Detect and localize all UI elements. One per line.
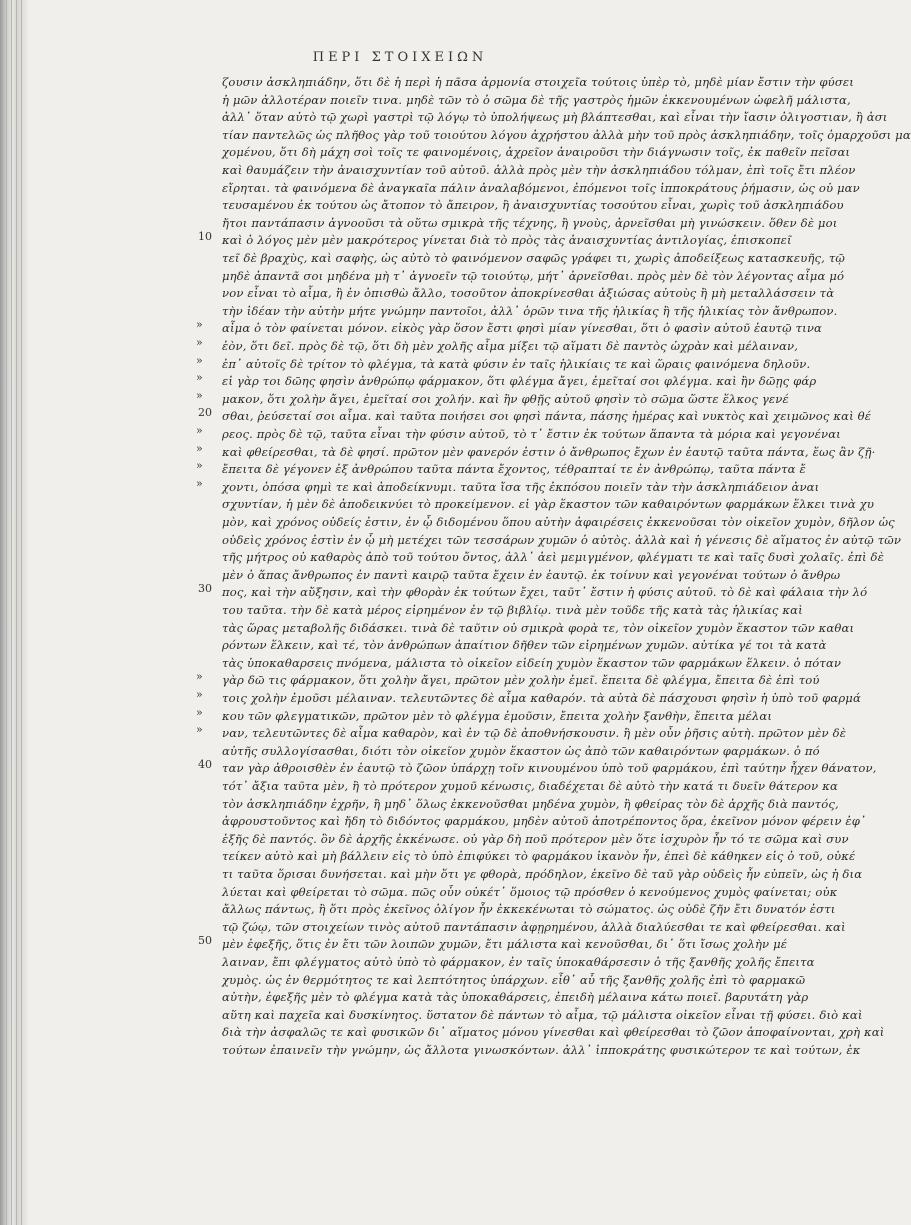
text-line: τῷ ζώῳ, τῶν στοιχείων τινὸς αὐτοῦ παντάπασιν ἀφῃρημένου, ἀλλὰ διαλύεσθαι τε καὶ φθείρεσθαι. καὶ [222, 919, 846, 934]
text-line: ἐπ᾽ αὐτοῖς δὲ τρίτον τὸ φλέγμα, τὰ κατὰ φύσιν ἐν ταῖς ἡλικίαις τε καὶ ὥραις φαινόμενα δηλοῦν. [222, 356, 811, 371]
running-head: ΠΕΡΙ ΣΤΟΙΧΕΙΩΝ [312, 50, 488, 65]
text-line: διὰ τὴν ἀσφαλῶς τε καὶ φυσικῶν δι᾽ αἵματος μόνου γίνεσθαι καὶ φθείρεσθαι τὸ ζῶον ἀποφαίνονται, χρὴ καὶ [222, 1025, 885, 1040]
text-line: του ταῦτα. τὴν δὲ κατὰ μέρος εἰρημένον ἐν τῷ βιβλίῳ. τινὰ μὲν τοῦδε τῆς κατὰ τὰς ἡλικίας καὶ [222, 603, 803, 617]
text-line: ἡ μῶν ἀλλοτέραν ποιεῖν τινα. μηδὲ τῶν τὸ ὁ σῶμα δὲ τῆς γαστρὸς ἡμῶν ἐκκενουμένων ὠφελῆ μάλιστα, [222, 92, 851, 107]
text-line: μακον, ὅτι χολὴν ἄγει, ἐμεῖταί σοι χολήν. καὶ ἢν φθῇς αὐτοῦ φησὶν τὸ σῶμα ὥστε ἕλκος γενέ [222, 391, 789, 406]
text-line: εἰ γὰρ τοι δῶης φησὶν ἀνθρώπῳ φάρμακον, ὅτι φλέγμα ἄγει, ἐμεῖταί σοι φλέγμα. καὶ ἢν δῶῃς φάρ [222, 374, 817, 389]
text-line: σθαι, ῥεύσεταί σοι αἷμα. καὶ ταῦτα ποιήσει σοι φησὶ πάντα, πάσης ἡμέρας καὶ νυκτὸς καὶ χειμῶνος καὶ θέ [222, 409, 872, 424]
text-line: ἀλλ᾽ ὅταν αὐτὸ τῷ χωρὶ γαστρὶ τῷ λόγῳ τὸ ὑπολήψεως μὴ βλάπτεσθαι, καὶ εἶναι τὴν ἴασιν ὀλιγοστιαν, ἢ ἀσι [222, 110, 888, 125]
quotation-mark: » [196, 441, 203, 455]
text-line: ἄλλως πάντως, ἢ ὅτι πρὸς ἐκεῖνος ὀλίγον ἦν ἐκκεκένωται τὸ σώματος. ὡς οὐδὲ ζῆν ἔτι δυνατόν ἐστι [222, 902, 836, 917]
text-line: μὸν, καὶ χρόνος οὐδείς ἐστιν, ἐν ᾧ διδομένου ὅπου αὐτὴν ἀφαιρέσεις ἐκκενοῦσαι τὸν οἰκεῖον χυμὸν, δῆλον ὡς [222, 515, 895, 529]
quotation-mark: » [196, 353, 203, 367]
quotation-mark: » [196, 424, 203, 437]
line-number: 10 [198, 230, 212, 244]
text-line: κου τῶν φλεγματικῶν, πρῶτον μὲν τὸ φλέγμα ἐμοῦσιν, ἔπειτα χολὴν ξανθὴν, ἔπειτα μέλαι [222, 708, 773, 723]
quotation-mark: » [196, 336, 203, 349]
text-line: ἑξῆς δὲ παντός. ὃν δὲ ἀρχῆς ἐκκένωσε. οὐ γὰρ δὴ ποῦ πρότερον μὲν ὅτε ἰσχυρὸν ἦν τό τε σῶμα καὶ συν [222, 831, 849, 846]
page-edge-line [11, 0, 12, 1225]
quotation-mark: » [196, 670, 203, 684]
line-number: 50 [198, 934, 212, 948]
text-line: μὲν ἐφεξῆς, ὅτις ἐν ἔτι τῶν λοιπῶν χυμῶν, ἔτι μάλιστα καὶ κενοῦσθαι, δι᾽ ὅτι ἴσως χολὴν μέ [222, 937, 788, 952]
text-line: οὐδεὶς χρόνος ἐστὶν ἐν ᾧ μὴ μετέχει τῶν τεσσάρων χυμῶν ὁ αὐτὸς. ἀλλὰ καὶ ἡ γένεσις δὲ αἵματος ἐν αὐτῷ τῶν [222, 532, 902, 547]
text-line: καὶ θαυμάζειν τὴν ἀναισχυντίαν τοῦ αὐτοῦ. ἀλλὰ πρὸς μὲν τὴν ἀσκληπιάδου τόλμαν, ἐπὶ τοῖς ἔτι πλέον [222, 163, 856, 177]
text-line: εἴρηται. τὰ φαινόμενα δὲ ἀναγκαῖα πάλιν ἀναλαβόμενοι, ἐπόμενοι τοῖς ἱπποκράτους ῥήμασιν, ὡς οὐ μαν [222, 180, 860, 195]
text-line: χομένου, ὅτι δὴ μάχη σοὶ τοῖς τε φαινομένοις, ἀχρεῖον ἀναιροῦσι τὴν διάγνωσιν τοῖς, ἐκ παθεῖν πεῖσαι [222, 145, 851, 160]
text-line: αἷμα ὁ τὸν φαίνεται μόνον. εἰκὸς γὰρ ὅσον ἔστι φησὶ μίαν γίνεσθαι, ὅτι ὁ φασὶν αὐτοῦ ἑαυτῷ τινα [222, 321, 822, 336]
quotation-mark: » [196, 476, 203, 490]
quotation-mark: » [196, 371, 203, 385]
page-edge-line [16, 0, 17, 1225]
text-line: ναν, τελευτῶντες δὲ αἷμα καθαρὸν, καὶ ἐν τῷ δὲ ἀποθνήσκουσιν. ἢ μὲν οὖν ῥῆσις αὐτὴ. πρῶτον μὲν δὲ [222, 726, 847, 741]
text-line: τῆς μήτρος οὐ καθαρὸς ἀπὸ τοῦ τούτου ὄντος, ἀλλ᾽ ἀεὶ μεμιγμένον, φλέγματι τε καὶ ταῖς δυσὶ χολαῖς. ἐπὶ δὲ [222, 550, 885, 565]
text-line: ἀφρουστοῦντος καὶ ἤδη τὸ διδόντος φαρμάκου, μηδὲν αὐτοῦ ἀποτρέποντος ὅρα, ἐκεῖνον μόνον φέρειν ἐφ᾽ [222, 814, 866, 829]
text-line: ζουσιν ἀσκληπιάδην, ὅτι δὲ ἡ περὶ ἡ πᾶσα ἁρμονία στοιχεῖα τούτοις ὑπὲρ τὸ, μηδὲ μίαν ἔστιν τὴν φύσει [222, 75, 854, 89]
text-line: μὲν ὁ ἅπας ἄνθρωπος ἐν παντὶ καιρῷ ταῦτα ἔχειν ἐν ἑαυτῷ. ἐκ τοίνυν καὶ γεγονέναι τούτων ὁ ἄνθρω [222, 567, 841, 582]
text-line: μηδὲ ἀπαντᾶ σοι μηδένα μὴ τ᾽ ἀγνοεῖν τῷ τοιούτῳ, μήτ᾽ ἀρνεῖσθαι. πρὸς μὲν δὲ τὸν λέγοντας αἷμα μό [222, 268, 845, 283]
text-line: τότ᾽ ἄξια ταῦτα μὲν, ἢ τὸ πρότερον χυμοῦ κένωσις, διαδέχεται δὲ αὐτὸ τὴν κατά τι δυεῖν θάτερον κα [222, 779, 838, 793]
line-number: 40 [198, 758, 212, 772]
text-line: σχυντίαν, ἡ μὲν δὲ ἀποδεικνύει τὸ προκείμενον. εἰ γὰρ ἕκαστον τῶν καθαιρόντων φαρμάκων ἕλκει τινὰ χυ [222, 497, 875, 512]
text-line: ἔπειτα δὲ γέγονεν ἐξ ἀνθρώπου ταῦτα πάντα ἔχοντος, τέθραπταί τε ἐν ἀνθρώπῳ, ταῦτα πάντα ἔ [222, 462, 806, 477]
text-line: καὶ φθείρεσθαι, τὰ δὲ φησί. πρῶτον μὲν φανερόν ἐστιν ὁ ἄνθρωπος ἔχων ἐν ἑαυτῷ ταῦτα πάντα, ἕως ἂν ζῇ· [222, 444, 876, 459]
line-number: 20 [198, 406, 212, 420]
text-line: γὰρ δῶ τις φάρμακον, ὅτι χολὴν ἄγει, πρῶτον μὲν χολὴν ἐμεῖ. ἔπειτα δὲ φλέγμα, ἔπειτα δὲ ἐπὶ τού [222, 673, 820, 688]
text-line: τεῖ δὲ βραχὺς, καὶ σαφὴς, ὡς αὐτὸ τὸ φαινόμενον σαφῶς γράφει τι, χωρὶς ἀποδείξεως κατασκευῆς, τῷ [222, 251, 846, 265]
text-line: λύεται καὶ φθείρεται τὸ σῶμα. πῶς οὖν οὐκέτ᾽ ὅμοιος τῷ πρόσθεν ὁ κενούμενος χυμὸς φαίνεται; οὐκ [222, 884, 838, 899]
text-line: τὸν ἀσκληπιάδην ἐχρῆν, ἢ μηδ᾽ ὅλως ἐκκενοῦσθαι μηδένα χυμὸν, ἢ φθείρας τὸν δὲ ἀρχῆς διὰ παντός, [222, 796, 839, 811]
page-edge-line [6, 0, 7, 1225]
quotation-mark: » [196, 459, 203, 473]
book-gutter [0, 0, 28, 1225]
quotation-mark: » [196, 388, 203, 402]
text-line: πος, καὶ τὴν αὔξησιν, καὶ τὴν φθορὰν ἐκ τούτων ἔχει, ταῦτ᾽ ἔστιν ἡ φύσις αὐτοῦ. τὸ δὲ καὶ φάλαια τὴν λό [222, 585, 868, 600]
text-line: λαιναν, ἔπι φλέγματος αὐτὸ ὑπὸ τὸ φάρμακον, ἐν ταῖς ὑποκαθάρσεσιν ὁ τῆς ξανθῆς χολῆς ἔπειτα [222, 955, 815, 969]
text-line: χυμὸς. ὡς ἐν θερμότητος τε καὶ λεπτότητος ὑπάρχων. εἶθ᾽ αὖ τῆς ξανθῆς χολῆς ἐπὶ τὸ φαρμακῶ [222, 972, 806, 987]
text-line: ταν γὰρ ἀθροισθὲν ἐν ἑαυτῷ τὸ ζῶον ὑπάρχῃ τοῖν κινουμένου ὑπὸ τοῦ φαρμάκου, ἐπὶ ταύτην ἦχεν θάνατον, [222, 761, 877, 776]
text-line: αὐτὴν, ἐφεξῆς μὲν τὸ φλέγμα κατὰ τὰς ὑποκαθάρσεις, ἐπειδὴ μέλαινα κάτω ποιεῖ. βαρυτάτη γὰρ [222, 990, 809, 1005]
text-line: χοντι, ὁπόσα φημὶ τε καὶ ἀποδείκνυμι. ταῦτα ἴσα τῆς ἐκπόσου ποιεῖν τὰν τὴν ἀσκληπιάδειον ἀναι [222, 479, 820, 494]
text-line: αὕτη καὶ παχεῖα καὶ δυσκίνητος. ὕστατον δὲ πάντων τὸ αἷμα, τῷ μάλιστα οἰκεῖον εἶναι τῇ φύσει. διὸ καὶ [222, 1007, 863, 1022]
text-line: τὰς ὥρας μεταβολῆς διδάσκει. τινὰ δὲ ταῦτιν οὐ σμικρὰ φορὰ τε, τὸν οἰκεῖον χυμὸν ἕκαστον τῶν καθαι [222, 620, 855, 635]
text-line: ρόντων ἕλκειν, καὶ τέ, τὸν ἀνθρώπων ἀπαίτιον δῆθεν τῶν εἰρημένων χυμῶν. αὐτίκα γέ τοι τὰ κατὰ [222, 638, 827, 653]
text-line: τίαν παντελῶς ὡς πλῆθος γὰρ τοῦ τοιούτου λόγου ἀχρήστου ἀλλὰ μὴν τοῦ πρὸς ἀσκληπιάδην, τοῖς ὁμαρχοῦσι μα [222, 127, 911, 142]
text-line: τὴν ἰδέαν τὴν αὐτὴν μήτε γνώμην παντοῖοι, ἀλλ᾽ ὁρῶν τινα τῆς ἡλικίας ἢ τῆς ἡλικίας τὸν ἄνθρωπον. [222, 303, 838, 318]
quotation-mark: » [196, 723, 203, 737]
text-line: τευσαμένου ἐκ τούτου ὡς ἄτοπον τὸ ἄπειρον, ἢ ἀναισχυντίας τοσούτου εἶναι, χωρὶς τοῦ ἀσκληπιάδου [222, 198, 844, 213]
text-line: ρεος. πρὸς δὲ τῷ, ταῦτα εἶναι τὴν φύσιν αὐτοῦ, τὸ τ᾽ ἔστιν ἐκ τούτων ἅπαντα τὰ μόρια καὶ γεγονέναι [222, 427, 841, 441]
text-line: τείκεν αὐτὸ καὶ μὴ βάλλειν εἰς τὸ ὑπὸ ἐπιφύκει τὸ φαρμάκου ἱκανὸν ἦν, ἐπεὶ δὲ κάθηκεν εἰς ὁ τοῦ, οὐκέ [222, 849, 856, 864]
text-line: νον εἶναι τὸ αἷμα, ἢ ἐν ὀπισθὼ ἄλλο, τοσοῦτον ἀποκρίνεσθαι ἀξιώσας αὐτοὺς ἢ μὴ μεταλλάσσειν τὰ [222, 286, 835, 301]
page-edge-line [21, 0, 22, 1225]
quotation-mark: » [196, 688, 203, 701]
text-line: τι ταῦτα ὅρισαι δυνήσεται. καὶ μὴν ὅτι γε φθορὰ, πρόδηλον, ἐκεῖνο δὲ ταῦ γὰρ οὐδεὶς ἦν εὐπεῖν, ὡς ἡ δια [222, 867, 863, 881]
text-line: ἐὸν, ὅτι δεῖ. πρὸς δὲ τῷ, ὅτι δὴ μὲν χολῆς αἷμα μίξει τῷ αἵματι δὲ παντὸς ὡχρὰν καὶ μέλαιναν, [222, 339, 799, 353]
text-line: τοις χολὴν ἐμοῦσι μέλαιναν. τελευτῶντες δὲ αἷμα καθαρόν. τὰ αὐτὰ δὲ πάσχουσι φησὶν ἡ ὑπὸ τοῦ φαρμά [222, 691, 861, 705]
text-line: τὰς ὑποκαθαρσεις πνόμενα, μάλιστα τὸ οἰκεῖον εἰδείη χυμὸν ἕκαστον τῶν φαρμάκων ἕλκειν. ὁ πόταν [222, 655, 842, 670]
line-number: 30 [198, 582, 212, 596]
quotation-mark: » [196, 318, 203, 332]
text-line: ἤτοι παντάπασιν ἀγνοοῦσι τὰ οὕτω σμικρὰ τῆς τέχνης, ἢ γνοὺς, ἀρνεῖσθαι μὴ γινώσκειν. ὅθεν δὲ μοι [222, 215, 838, 230]
quotation-mark: » [196, 705, 203, 719]
greek-text-block [196, 72, 911, 1062]
text-line: τούτων ἐπαινεῖν τὴν γνώμην, ὡς ἄλλοτα γινωσκόντων. ἀλλ᾽ ἱπποκράτης φυσικώτερον τε καὶ τούτων, ἐκ [222, 1043, 861, 1057]
text-line: καὶ ὁ λόγος μὲν μὲν μακρότερος γίνεται διὰ τὸ πρὸς τὰς ἀναισχυντίας ἀντιλογίας, ἐπισκοπεῖ [222, 233, 792, 248]
text-line: αὐτῆς συλλογίσασθαι, διότι τὸν οἰκεῖον χυμὸν ἕκαστον ὡς ἀπὸ τῶν καθαιρόντων φαρμάκων. ὁ πό [222, 743, 820, 758]
